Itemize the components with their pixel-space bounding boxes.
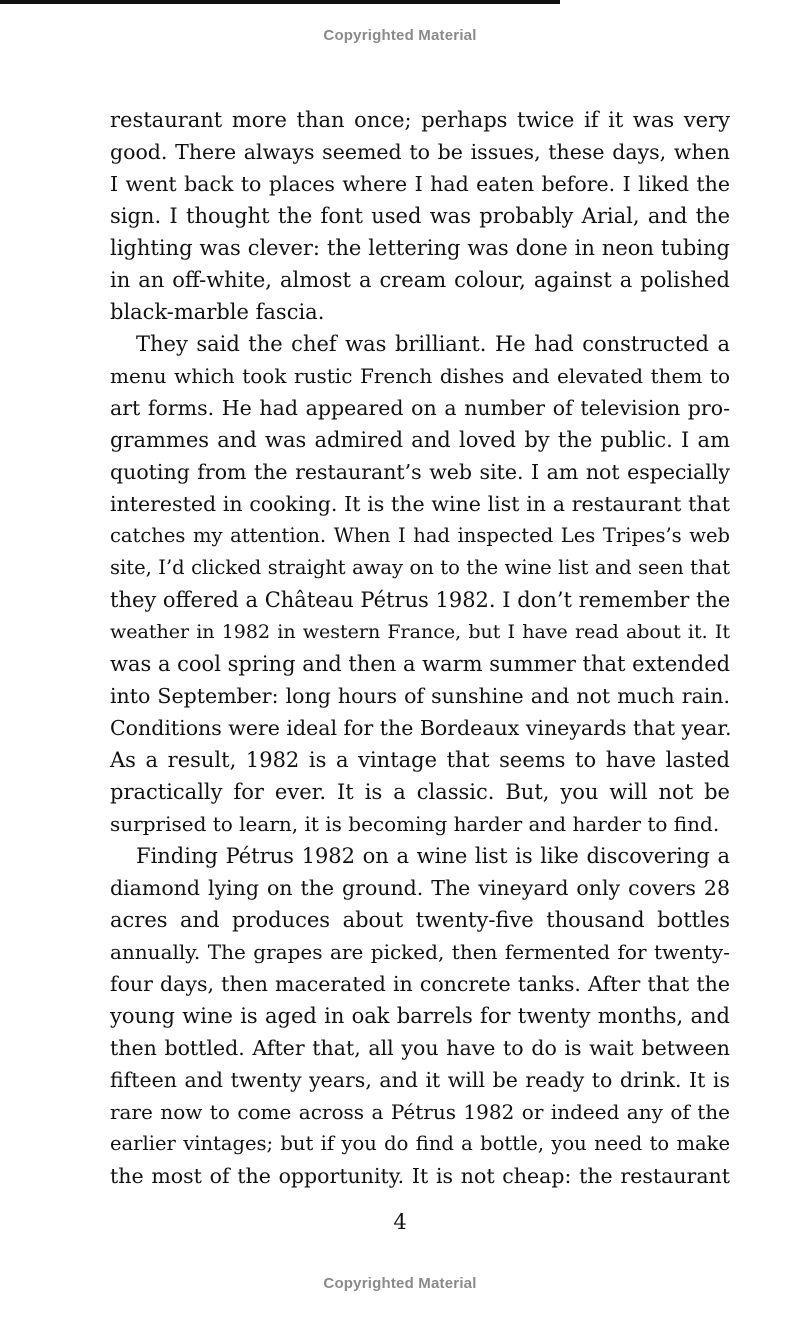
text-line: menu which took rustic French dishes and elevated them to — [110, 364, 730, 388]
text-line: I went back to places where I had eaten before. I liked the — [110, 172, 730, 196]
text-line: fifteen and twenty years, and it will be ready to drink. It is — [110, 1068, 730, 1092]
text-line: acres and produces about twenty-five thousand bottles — [110, 908, 730, 932]
text-line: rare now to come across a Pétrus 1982 or indeed any of the — [110, 1100, 730, 1124]
text-line: young wine is aged in oak barrels for twenty months, and — [110, 1004, 730, 1028]
paragraph-2 — [110, 328, 730, 840]
text-line: four days, then macerated in concrete tanks. After that the — [110, 972, 730, 996]
text-line: lighting was clever: the lettering was done in neon tubing — [110, 236, 730, 260]
paragraph-1 — [110, 104, 730, 328]
top-edge-rule — [0, 0, 560, 4]
text-line: diamond lying on the ground. The vineyard only covers 28 — [110, 876, 730, 900]
text-line: catches my attention. When I had inspected Les Tripes’s web — [110, 524, 730, 547]
text-line: the most of the opportunity. It is not cheap: the restaurant — [110, 1164, 730, 1188]
text-line: into September: long hours of sunshine and not much rain. — [110, 684, 730, 708]
text-line: Conditions were ideal for the Bordeaux vineyards that year. — [110, 716, 732, 740]
text-line: good. There always seemed to be issues, these days, when — [110, 140, 730, 164]
text-line: They said the chef was brilliant. He had constructed a — [136, 332, 730, 356]
text-line: practically for ever. It is a classic. But, you will not be — [110, 780, 730, 804]
text-line: grammes and was admired and loved by the public. I am — [110, 428, 730, 452]
text-line: was a cool spring and then a warm summer that extended — [110, 652, 731, 676]
text-line: sign. I thought the font used was probably Arial, and the — [110, 204, 730, 228]
text-line: earlier vintages; but if you do find a bottle, you need to make — [110, 1132, 730, 1155]
copyright-watermark-top: Copyrighted Material — [323, 27, 477, 44]
text-line: site, I’d clicked straight away on to the wine list and seen that — [110, 556, 730, 579]
copyright-watermark-bottom: Copyrighted Material — [323, 1275, 477, 1292]
text-line: Finding Pétrus 1982 on a wine list is like discovering a — [136, 844, 730, 868]
text-line: art forms. He had appeared on a number of television pro- — [110, 396, 730, 420]
text-line: in an off-white, almost a cream colour, against a polished — [110, 268, 730, 292]
text-line: they offered a Château Pétrus 1982. I don’t remember the — [110, 588, 731, 612]
body-text — [110, 104, 730, 1192]
text-line: quoting from the restaurant’s web site. I am not especially — [110, 460, 730, 484]
text-line: then bottled. After that, all you have to do is wait between — [110, 1036, 730, 1060]
paragraph-3 — [110, 840, 730, 1192]
page-number: 4 — [393, 1210, 407, 1234]
text-line: As a result, 1982 is a vintage that seems to have lasted — [110, 748, 730, 772]
text-line: weather in 1982 in western France, but I have read about it. It — [110, 621, 730, 643]
text-line: black-marble fascia. — [110, 300, 325, 324]
text-line: surprised to learn, it is becoming harder and harder to find. — [110, 812, 720, 836]
text-line: restaurant more than once; perhaps twice if it was very — [110, 108, 730, 132]
text-line: interested in cooking. It is the wine list in a restaurant that — [110, 492, 730, 516]
text-line: annually. The grapes are picked, then fermented for twenty- — [110, 940, 730, 964]
